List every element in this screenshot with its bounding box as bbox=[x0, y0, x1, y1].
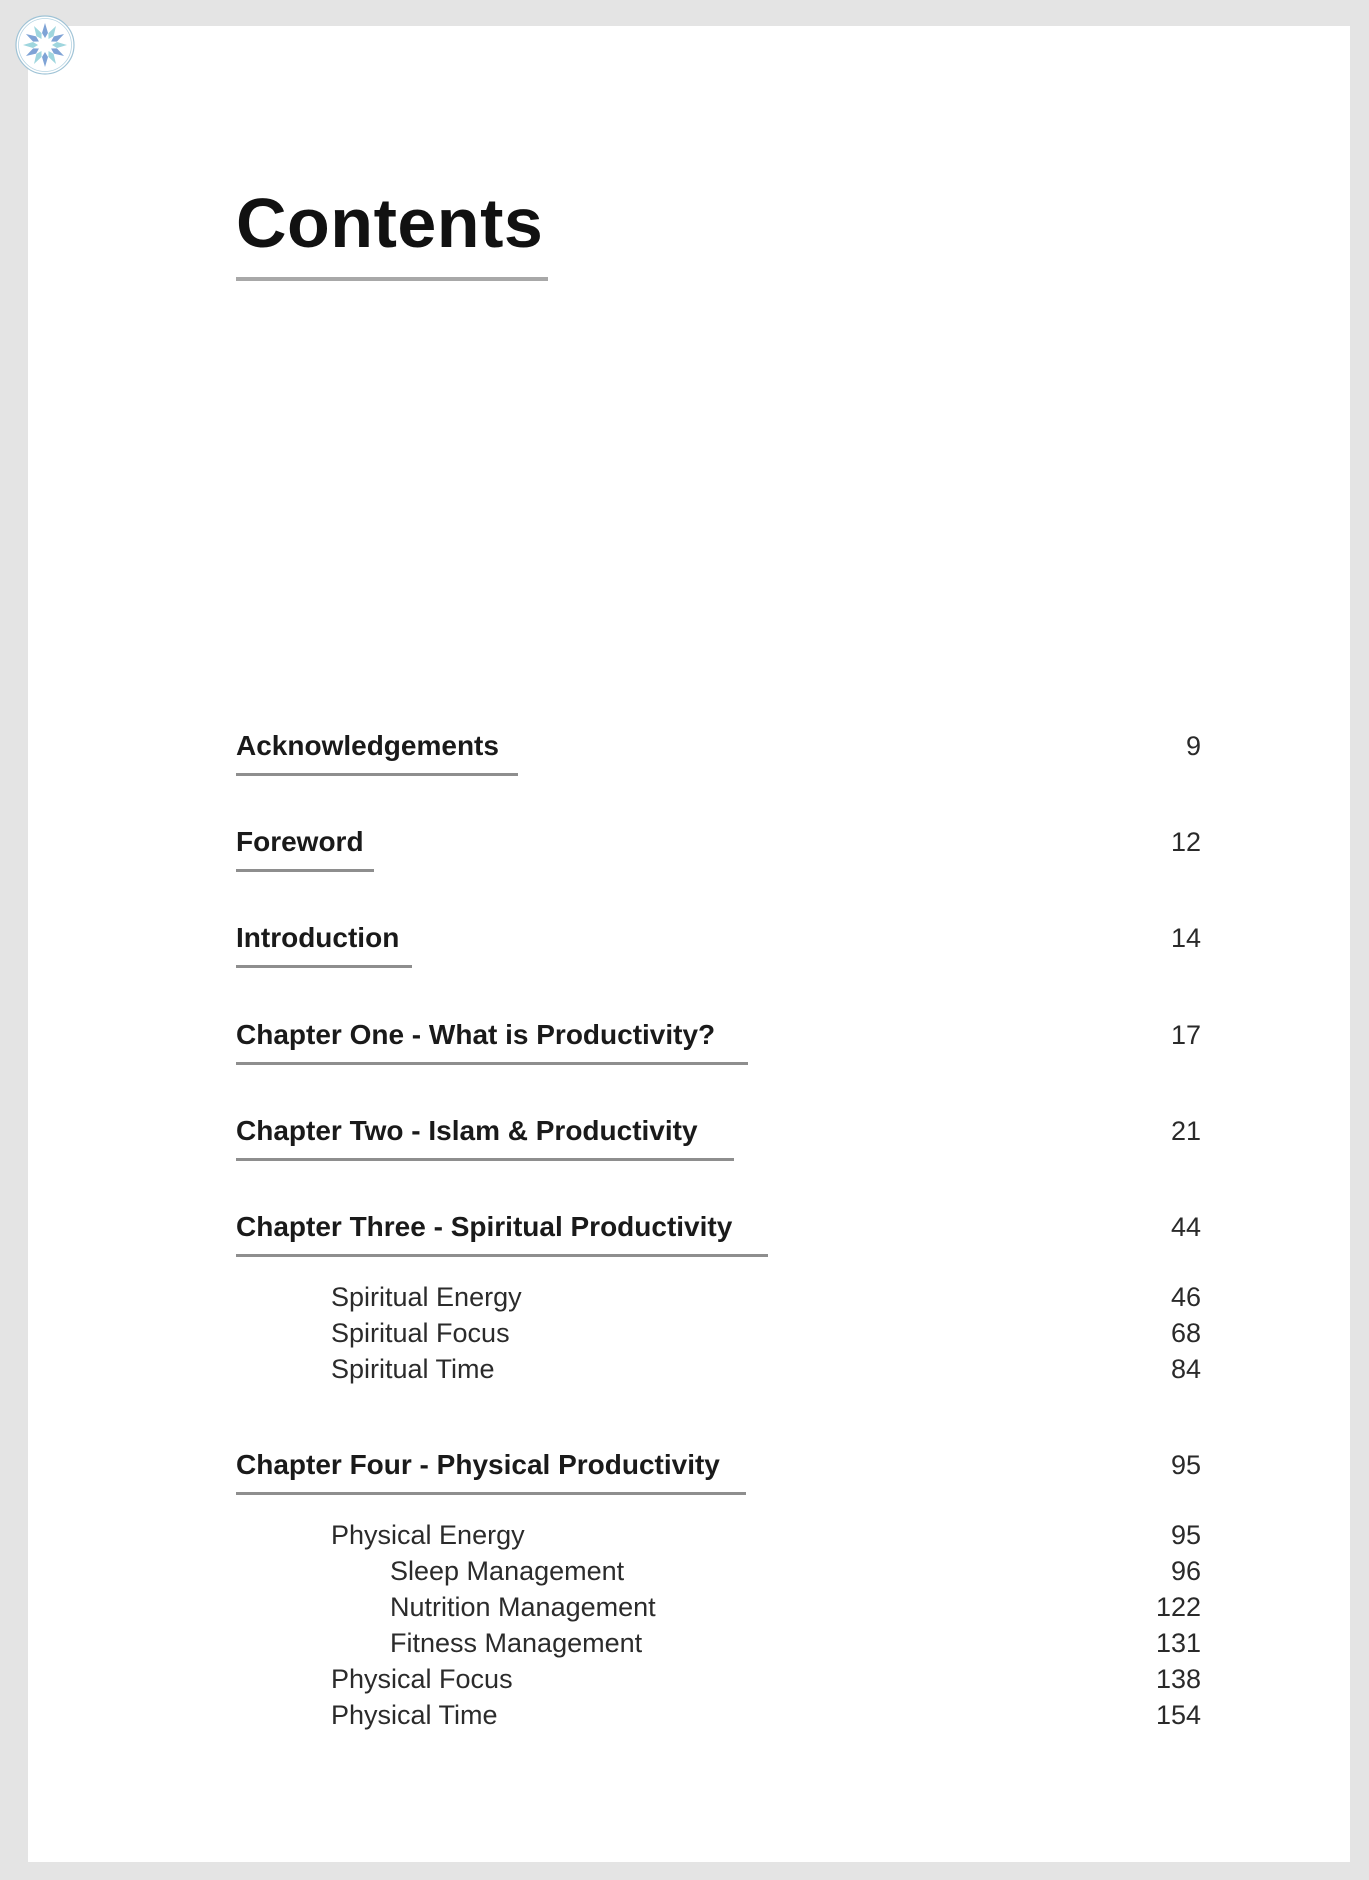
toc-page-number: 12 bbox=[1170, 827, 1201, 857]
toc-entry-spiritual-energy[interactable] bbox=[236, 1280, 1201, 1320]
toc-page-number: 21 bbox=[1170, 1116, 1201, 1146]
entry-underline bbox=[236, 1062, 748, 1065]
toc-entry-label: Foreword bbox=[236, 826, 364, 857]
entry-underline bbox=[236, 773, 518, 776]
entry-underline bbox=[236, 1254, 768, 1257]
toc-page-number: 96 bbox=[1170, 1556, 1201, 1586]
contents-title: Contents bbox=[236, 184, 544, 262]
toc-entry-label: Chapter Four - Physical Productivity bbox=[236, 1449, 720, 1480]
toc-entry-foreword[interactable] bbox=[236, 825, 1201, 865]
toc-page-number: 122 bbox=[1155, 1592, 1201, 1622]
document-page bbox=[28, 26, 1350, 1862]
toc-entry-physical-time[interactable] bbox=[236, 1698, 1201, 1738]
toc-entry-spiritual-focus[interactable] bbox=[236, 1316, 1201, 1356]
toc-entry-chapter-three[interactable] bbox=[236, 1210, 1201, 1250]
toc-page-number: 44 bbox=[1170, 1212, 1201, 1242]
toc-entry-label: Spiritual Energy bbox=[331, 1282, 522, 1312]
toc-entry-label: Chapter Two - Islam & Productivity bbox=[236, 1115, 698, 1146]
toc-page-number: 9 bbox=[1185, 731, 1201, 761]
toc-entry-fitness-management[interactable] bbox=[236, 1626, 1201, 1666]
toc-entry-chapter-four[interactable] bbox=[236, 1448, 1201, 1488]
toc-entry-spiritual-time[interactable] bbox=[236, 1352, 1201, 1392]
title-underline bbox=[236, 277, 548, 281]
entry-underline bbox=[236, 1158, 734, 1161]
toc-page-number: 68 bbox=[1170, 1318, 1201, 1348]
toc-entry-physical-energy[interactable] bbox=[236, 1518, 1201, 1558]
toc-entry-acknowledgements[interactable] bbox=[236, 729, 1201, 769]
toc-page-number: 95 bbox=[1170, 1520, 1201, 1550]
toc-entry-chapter-one[interactable] bbox=[236, 1018, 1201, 1058]
toc-page-number: 131 bbox=[1155, 1628, 1201, 1658]
toc-page-number: 84 bbox=[1170, 1354, 1201, 1384]
toc-entry-label: Introduction bbox=[236, 922, 400, 953]
toc-page-number: 95 bbox=[1170, 1450, 1201, 1480]
toc-page-number: 154 bbox=[1155, 1700, 1201, 1730]
toc-entry-label: Spiritual Time bbox=[331, 1354, 495, 1384]
toc-page-number: 17 bbox=[1170, 1020, 1201, 1050]
toc-entry-label: Fitness Management bbox=[390, 1628, 643, 1658]
toc-entry-physical-focus[interactable] bbox=[236, 1662, 1201, 1702]
toc-page-number: 46 bbox=[1170, 1282, 1201, 1312]
toc-entry-label: Physical Focus bbox=[331, 1664, 513, 1694]
rosette-logo-icon bbox=[14, 14, 76, 76]
toc-entry-label: Nutrition Management bbox=[390, 1592, 656, 1622]
toc-entry-label: Physical Time bbox=[331, 1700, 498, 1730]
toc-entry-label: Chapter One - What is Productivity? bbox=[236, 1019, 716, 1050]
toc-page-number: 14 bbox=[1170, 923, 1201, 953]
toc-entry-nutrition-management[interactable] bbox=[236, 1590, 1201, 1630]
toc-entry-sleep-management[interactable] bbox=[236, 1554, 1201, 1594]
toc-entry-label: Physical Energy bbox=[331, 1520, 525, 1550]
toc-entry-label: Sleep Management bbox=[390, 1556, 625, 1586]
toc-page-number: 138 bbox=[1155, 1664, 1201, 1694]
toc-entry-label: Spiritual Focus bbox=[331, 1318, 510, 1348]
toc-entry-label: Chapter Three - Spiritual Productivity bbox=[236, 1211, 733, 1242]
toc-entry-chapter-two[interactable] bbox=[236, 1114, 1201, 1154]
toc-entry-label: Acknowledgements bbox=[236, 730, 499, 761]
entry-underline bbox=[236, 1492, 746, 1495]
toc-entry-introduction[interactable] bbox=[236, 921, 1201, 961]
entry-underline bbox=[236, 965, 412, 968]
entry-underline bbox=[236, 869, 374, 872]
